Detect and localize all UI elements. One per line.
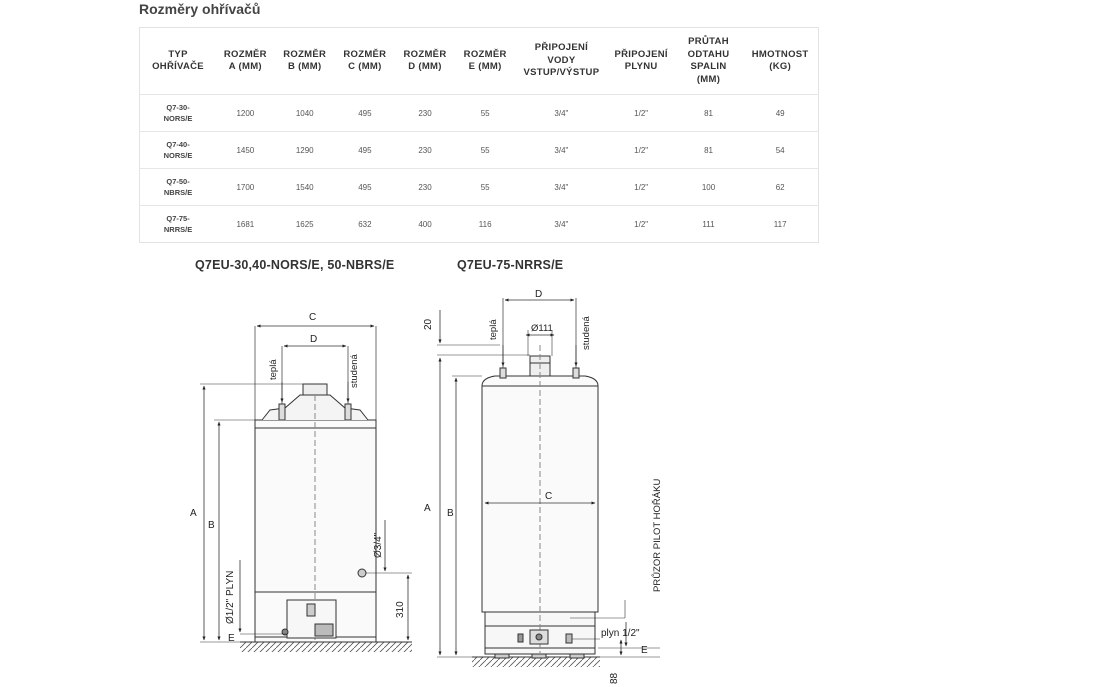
column-header-line: (KG) bbox=[769, 61, 792, 72]
heater-type-line: NORS/E bbox=[163, 151, 193, 160]
table-cell: 400 bbox=[395, 206, 455, 243]
dim-e-label-right: E bbox=[641, 645, 648, 656]
column-header-line: C (MM) bbox=[348, 61, 382, 72]
column-header-line: (MM) bbox=[696, 73, 721, 85]
flue-outlet-left bbox=[303, 384, 327, 395]
table-cell: 81 bbox=[675, 132, 743, 169]
dim-c-label-left: C bbox=[309, 312, 317, 323]
table-cell: 117 bbox=[742, 206, 818, 243]
column-header-line: PŘIPOJENÍ bbox=[614, 48, 668, 60]
dim-e-label-left: E bbox=[228, 633, 235, 644]
dim-20-label: 20 bbox=[423, 318, 434, 330]
dim-310-label: 310 bbox=[395, 601, 406, 618]
heater-type-line: Q7-75- bbox=[166, 214, 190, 223]
table-cell: 55 bbox=[455, 169, 515, 206]
column-header-line: TYP bbox=[168, 48, 188, 60]
hot-label-right: teplá bbox=[488, 319, 499, 340]
table-cell: 1/2" bbox=[608, 206, 675, 243]
gas-valve-knob-left bbox=[307, 604, 315, 616]
gas-pipe-label-left: Ø1/2" PLYN bbox=[225, 570, 236, 624]
table-cell: 62 bbox=[742, 169, 818, 206]
column-header-line: VODY bbox=[547, 54, 576, 66]
column-header-line: PŘIPOJENÍ bbox=[534, 42, 589, 54]
table-cell: 1450 bbox=[216, 132, 275, 169]
leg-3 bbox=[570, 654, 584, 658]
table-cell: 49 bbox=[742, 95, 818, 132]
flue-diameter-label: Ø111 bbox=[531, 323, 553, 334]
table-cell: 632 bbox=[335, 206, 395, 243]
water-fitting-left bbox=[358, 569, 366, 577]
table-cell: 3/4" bbox=[515, 95, 607, 132]
leg-1 bbox=[495, 654, 509, 658]
hot-pipe-left bbox=[279, 404, 285, 420]
table-cell: 1290 bbox=[275, 132, 335, 169]
floor-hatch-left bbox=[240, 642, 412, 652]
table-cell: 1040 bbox=[275, 95, 335, 132]
column-header-line: PRŮTAH bbox=[688, 36, 729, 47]
table-cell: 54 bbox=[742, 132, 818, 169]
cold-pipe-left bbox=[345, 404, 351, 420]
column-header-line: PLYNU bbox=[624, 61, 658, 72]
heater-type-line: NBRS/E bbox=[163, 188, 193, 197]
column-header-line: ROZMĚR bbox=[283, 48, 327, 60]
dim-a-label-left: A bbox=[190, 508, 197, 519]
table-cell: 1200 bbox=[216, 95, 275, 132]
heater-right-drawing bbox=[437, 298, 660, 667]
table-cell: 100 bbox=[675, 169, 743, 206]
heater-type-line: NORS/E bbox=[163, 114, 193, 123]
gas-valve-body-left bbox=[315, 624, 333, 636]
column-header-line: A (MM) bbox=[228, 61, 262, 72]
heater-type-line: Q7-40- bbox=[166, 140, 190, 149]
column-header-line: B (MM) bbox=[287, 61, 322, 72]
hot-label-left: teplá bbox=[268, 359, 279, 380]
column-header-line: VSTUP/VÝSTUP bbox=[523, 67, 600, 79]
cold-label-right: studená bbox=[581, 316, 592, 350]
pilot-window-label: PRŮZOR PILOT HOŘÁKU bbox=[652, 478, 663, 592]
table-cell: 1/2" bbox=[608, 132, 675, 169]
column-header-line: E (MM) bbox=[468, 61, 502, 72]
column-header-line: ROZMĚR bbox=[403, 48, 447, 60]
table-cell: 1681 bbox=[216, 206, 275, 243]
table-cell: 111 bbox=[675, 206, 743, 243]
dim-b-label-right: B bbox=[447, 508, 454, 519]
gas-valve-knob-right bbox=[536, 634, 542, 640]
gas-label-right: plyn 1/2" bbox=[601, 628, 640, 639]
leg-2 bbox=[532, 654, 546, 658]
table-cell: 81 bbox=[675, 95, 743, 132]
heater-type-line: Q7-30- bbox=[166, 103, 190, 112]
table-cell: 1/2" bbox=[608, 169, 675, 206]
column-header-line: OHŘÍVAČE bbox=[152, 61, 204, 72]
dim-b-label-left: B bbox=[208, 520, 215, 531]
dim-a-label-right: A bbox=[424, 503, 431, 514]
dim-c-label-right: C bbox=[545, 491, 553, 502]
table-cell: 3/4" bbox=[515, 132, 607, 169]
column-header-line: SPALIN bbox=[690, 61, 727, 72]
table-cell: 3/4" bbox=[515, 169, 607, 206]
column-header-line: ROZMĚR bbox=[343, 48, 387, 60]
dim-88-label: 88 bbox=[609, 672, 620, 684]
column-header-line: HMOTNOST bbox=[751, 48, 809, 60]
table-cell: 495 bbox=[335, 132, 395, 169]
table-cell: 1625 bbox=[275, 206, 335, 243]
column-header-line: ROZMĚR bbox=[223, 48, 267, 60]
water-pipe-label-left: Ø3/4" bbox=[373, 532, 384, 558]
table-cell: 230 bbox=[395, 132, 455, 169]
cold-label-left: studená bbox=[349, 354, 360, 388]
pilot-window-right bbox=[518, 634, 523, 642]
hot-pipe-right bbox=[500, 368, 506, 378]
cold-pipe-right bbox=[573, 368, 579, 378]
dim-d-label-right: D bbox=[535, 289, 543, 300]
dim-d-label-left: D bbox=[310, 334, 318, 345]
table-cell: 3/4" bbox=[515, 206, 607, 243]
heater-type-line: Q7-50- bbox=[166, 177, 190, 186]
table-cell: 495 bbox=[335, 169, 395, 206]
table-cell: 116 bbox=[455, 206, 515, 243]
drawing-right-caption: Q7EU-75-NRRS/E bbox=[457, 258, 564, 272]
drawing-left-caption: Q7EU-30,40-NORS/E, 50-NBRS/E bbox=[195, 258, 395, 272]
table-cell: 55 bbox=[455, 95, 515, 132]
table-cell: 55 bbox=[455, 132, 515, 169]
table-cell: 230 bbox=[395, 169, 455, 206]
table-cell: 1/2" bbox=[608, 95, 675, 132]
gas-inlet-right bbox=[566, 634, 572, 643]
table-cell: 1540 bbox=[275, 169, 335, 206]
column-header-line: ODTAHU bbox=[687, 48, 730, 60]
column-header-line: D (MM) bbox=[408, 61, 442, 72]
heater-type-line: NRRS/E bbox=[163, 225, 193, 234]
table-cell: 1700 bbox=[216, 169, 275, 206]
page-title: Rozměry ohřívačů bbox=[139, 1, 261, 17]
table-cell: 495 bbox=[335, 95, 395, 132]
column-header-line: ROZMĚR bbox=[463, 48, 507, 60]
table-cell: 230 bbox=[395, 95, 455, 132]
